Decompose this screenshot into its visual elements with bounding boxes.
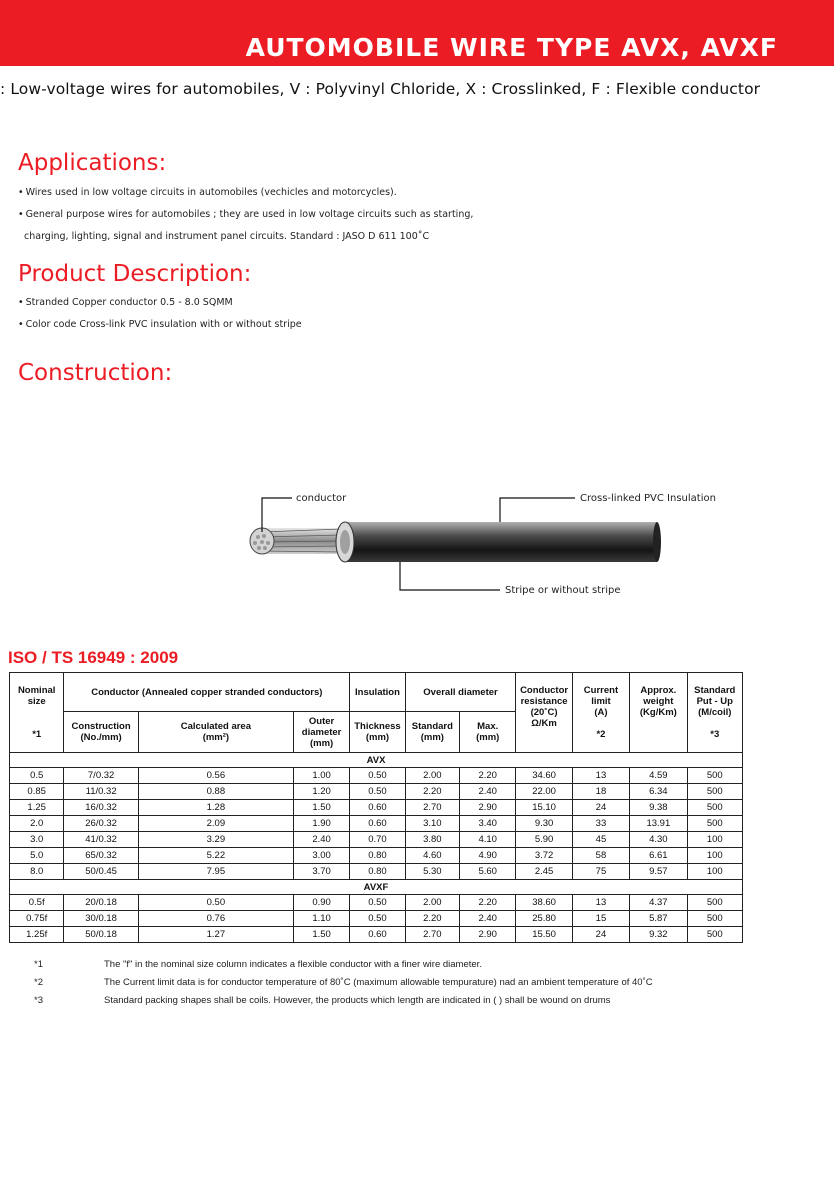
iso-standard: ISO / TS 16949 : 2009 bbox=[8, 648, 179, 667]
header-overall-diameter: Overall diameter bbox=[405, 673, 516, 712]
table-cell: 2.20 bbox=[460, 768, 516, 784]
footnotes bbox=[34, 958, 704, 1012]
table-cell: 0.75f bbox=[10, 911, 64, 927]
construction-heading: Construction: bbox=[18, 360, 173, 386]
table-cell: 5.22 bbox=[138, 848, 293, 864]
table-cell: 500 bbox=[687, 768, 742, 784]
table-cell: 2.40 bbox=[293, 832, 349, 848]
table-cell: 15.10 bbox=[516, 800, 572, 816]
table-cell: 30/0.18 bbox=[64, 911, 139, 927]
table-row bbox=[10, 800, 743, 816]
table-cell: 1.50 bbox=[293, 800, 349, 816]
table-cell: 2.0 bbox=[10, 816, 64, 832]
list-item: • General purpose wires for automobiles ; they are used in low voltage circuits such as starting, bbox=[18, 209, 474, 220]
table-cell: 13 bbox=[572, 768, 629, 784]
table-cell: 5.0 bbox=[10, 848, 64, 864]
header-weight: Approx. weight (Kg/Km) bbox=[630, 673, 687, 753]
table-cell: 20/0.18 bbox=[64, 895, 139, 911]
list-item-continuation: charging, lighting, signal and instrument panel circuits. Standard : JASO D 611 100˚C bbox=[24, 231, 430, 242]
table-cell: 3.0 bbox=[10, 832, 64, 848]
header-standard: Standard (mm) bbox=[405, 712, 459, 753]
table-cell: 7.95 bbox=[138, 864, 293, 880]
table-cell: 3.00 bbox=[293, 848, 349, 864]
conductor-label: conductor bbox=[296, 493, 347, 504]
table-cell: 1.10 bbox=[293, 911, 349, 927]
table-cell: 2.70 bbox=[405, 800, 459, 816]
applications-list bbox=[18, 182, 473, 248]
header-construction: Construction (No./mm) bbox=[64, 712, 139, 753]
table-cell: 0.90 bbox=[293, 895, 349, 911]
table-cell: 0.85 bbox=[10, 784, 64, 800]
table-cell: 33 bbox=[572, 816, 629, 832]
table-cell: 24 bbox=[572, 927, 629, 943]
table-cell: 0.50 bbox=[350, 768, 405, 784]
list-item: • Wires used in low voltage circuits in automobiles (vechicles and motorcycles). bbox=[18, 187, 397, 198]
table-row bbox=[10, 927, 743, 943]
bullet-icon: • bbox=[18, 297, 24, 308]
wire-diagram bbox=[0, 480, 834, 650]
table-cell: 13 bbox=[572, 895, 629, 911]
table-cell: 0.50 bbox=[138, 895, 293, 911]
table-cell: 0.5f bbox=[10, 895, 64, 911]
header-current: Current limit (A) *2 bbox=[572, 673, 629, 753]
table-cell: 3.80 bbox=[405, 832, 459, 848]
table-cell: 1.25f bbox=[10, 927, 64, 943]
table-cell: 0.70 bbox=[350, 832, 405, 848]
table-cell: 2.90 bbox=[460, 927, 516, 943]
footnote: *3 Standard packing shapes shall be coils. However, the products which length are indicated in ( ) shall be wound on drums bbox=[34, 995, 611, 1006]
table-row bbox=[10, 832, 743, 848]
header-outer-diameter: Outer diameter (mm) bbox=[293, 712, 349, 753]
product-list bbox=[18, 292, 302, 336]
table-cell: 0.80 bbox=[350, 864, 405, 880]
table-cell: 0.50 bbox=[350, 911, 405, 927]
table-cell: 2.40 bbox=[460, 911, 516, 927]
table-cell: 65/0.32 bbox=[64, 848, 139, 864]
table-row bbox=[10, 784, 743, 800]
table-cell: 2.20 bbox=[405, 911, 459, 927]
table-cell: 3.29 bbox=[138, 832, 293, 848]
table-cell: 50/0.45 bbox=[64, 864, 139, 880]
table-cell: 500 bbox=[687, 800, 742, 816]
section-row bbox=[10, 753, 743, 768]
applications-heading: Applications: bbox=[18, 150, 167, 176]
title-banner bbox=[0, 0, 834, 66]
section-row bbox=[10, 880, 743, 895]
table-cell: 2.40 bbox=[460, 784, 516, 800]
table-cell: 38.60 bbox=[516, 895, 572, 911]
table-cell: 16/0.32 bbox=[64, 800, 139, 816]
table-cell: 1.90 bbox=[293, 816, 349, 832]
bullet-icon: • bbox=[18, 209, 24, 220]
table-cell: 9.57 bbox=[630, 864, 687, 880]
header-area: Calculated area (mm²) bbox=[138, 712, 293, 753]
product-heading: Product Description: bbox=[18, 261, 252, 287]
table-cell: 500 bbox=[687, 784, 742, 800]
table-cell: 58 bbox=[572, 848, 629, 864]
table-cell: 3.10 bbox=[405, 816, 459, 832]
table-cell: 1.20 bbox=[293, 784, 349, 800]
table-cell: 41/0.32 bbox=[64, 832, 139, 848]
table-cell: 3.70 bbox=[293, 864, 349, 880]
table-cell: 4.10 bbox=[460, 832, 516, 848]
insulation-jacket bbox=[336, 522, 661, 562]
table-cell: 1.50 bbox=[293, 927, 349, 943]
table-cell: 4.37 bbox=[630, 895, 687, 911]
table-cell: 9.38 bbox=[630, 800, 687, 816]
footnote: *1 The "f" in the nominal size column indicates a flexible conductor with a finer wire diameter. bbox=[34, 959, 482, 970]
header-putup: Standard Put - Up (M/coil) *3 bbox=[687, 673, 742, 753]
table-cell: 2.09 bbox=[138, 816, 293, 832]
table-cell: 500 bbox=[687, 895, 742, 911]
table-cell: 15 bbox=[572, 911, 629, 927]
table-cell: 0.5 bbox=[10, 768, 64, 784]
table-cell: 25.80 bbox=[516, 911, 572, 927]
table-cell: 0.60 bbox=[350, 800, 405, 816]
table-cell: 100 bbox=[687, 848, 742, 864]
header-resistance: Conductor resistance (20˚C) Ω/Km bbox=[516, 673, 572, 753]
table-cell: 2.45 bbox=[516, 864, 572, 880]
table-cell: 2.00 bbox=[405, 895, 459, 911]
table-cell: 18 bbox=[572, 784, 629, 800]
table-cell: 2.20 bbox=[460, 895, 516, 911]
bullet-icon: • bbox=[18, 319, 24, 330]
stripe-label: Stripe or without stripe bbox=[505, 585, 621, 596]
spec-table bbox=[9, 672, 743, 943]
table-row bbox=[10, 864, 743, 880]
table-cell: 1.28 bbox=[138, 800, 293, 816]
table-cell: 11/0.32 bbox=[64, 784, 139, 800]
table-cell: 4.30 bbox=[630, 832, 687, 848]
table-cell: 9.32 bbox=[630, 927, 687, 943]
table-cell: 2.90 bbox=[460, 800, 516, 816]
table-cell: 75 bbox=[572, 864, 629, 880]
table-cell: 2.70 bbox=[405, 927, 459, 943]
table-cell: 0.80 bbox=[350, 848, 405, 864]
table-cell: 4.59 bbox=[630, 768, 687, 784]
table-cell: 0.60 bbox=[350, 927, 405, 943]
subtitle: : Low-voltage wires for automobiles, V : Polyvinyl Chloride, X : Crosslinked, F : Flexible conductor bbox=[0, 80, 761, 98]
table-cell: 100 bbox=[687, 864, 742, 880]
table-cell: 0.88 bbox=[138, 784, 293, 800]
table-cell: 5.90 bbox=[516, 832, 572, 848]
table-cell: 1.27 bbox=[138, 927, 293, 943]
table-cell: 24 bbox=[572, 800, 629, 816]
header-thickness: Thickness (mm) bbox=[350, 712, 405, 753]
table-cell: 6.61 bbox=[630, 848, 687, 864]
table-row bbox=[10, 895, 743, 911]
section-label: AVXF bbox=[10, 880, 743, 895]
table-row bbox=[10, 848, 743, 864]
table-cell: 5.30 bbox=[405, 864, 459, 880]
list-item: • Color code Cross-link PVC insulation with or without stripe bbox=[18, 319, 302, 330]
table-cell: 4.90 bbox=[460, 848, 516, 864]
table-cell: 9.30 bbox=[516, 816, 572, 832]
table-cell: 0.56 bbox=[138, 768, 293, 784]
table-cell: 34.60 bbox=[516, 768, 572, 784]
table-row bbox=[10, 768, 743, 784]
header-insulation: Insulation bbox=[350, 673, 405, 712]
table-cell: 2.00 bbox=[405, 768, 459, 784]
header-max: Max. (mm) bbox=[460, 712, 516, 753]
header-nominal: Nominal size *1 bbox=[10, 673, 64, 753]
table-cell: 50/0.18 bbox=[64, 927, 139, 943]
section-label: AVX bbox=[10, 753, 743, 768]
insulation-label: Cross-linked PVC Insulation bbox=[580, 493, 716, 504]
table-cell: 13.91 bbox=[630, 816, 687, 832]
table-row bbox=[10, 816, 743, 832]
table-cell: 4.60 bbox=[405, 848, 459, 864]
page-title: AUTOMOBILE WIRE TYPE AVX, AVXF bbox=[245, 33, 778, 62]
table-row bbox=[10, 911, 743, 927]
table-cell: 7/0.32 bbox=[64, 768, 139, 784]
footnote: *2 The Current limit data is for conductor temperature of 80˚C (maximum allowable tempurature) nad an ambient temperature of 40˚C bbox=[34, 977, 653, 988]
table-cell: 0.50 bbox=[350, 895, 405, 911]
table-cell: 500 bbox=[687, 816, 742, 832]
table-cell: 26/0.32 bbox=[64, 816, 139, 832]
table-cell: 3.40 bbox=[460, 816, 516, 832]
table-cell: 500 bbox=[687, 927, 742, 943]
table-cell: 8.0 bbox=[10, 864, 64, 880]
table-cell: 15.50 bbox=[516, 927, 572, 943]
conductor-strands bbox=[250, 528, 342, 554]
table-cell: 5.60 bbox=[460, 864, 516, 880]
table-cell: 1.25 bbox=[10, 800, 64, 816]
table-cell: 2.20 bbox=[405, 784, 459, 800]
table-cell: 100 bbox=[687, 832, 742, 848]
list-item: • Stranded Copper conductor 0.5 - 8.0 SQMM bbox=[18, 297, 233, 308]
bullet-icon: • bbox=[18, 187, 24, 198]
table-cell: 0.60 bbox=[350, 816, 405, 832]
table-cell: 0.50 bbox=[350, 784, 405, 800]
table-cell: 45 bbox=[572, 832, 629, 848]
header-conductor: Conductor (Annealed copper stranded conductors) bbox=[64, 673, 350, 712]
table-cell: 0.76 bbox=[138, 911, 293, 927]
table-cell: 3.72 bbox=[516, 848, 572, 864]
table-cell: 5.87 bbox=[630, 911, 687, 927]
table-cell: 500 bbox=[687, 911, 742, 927]
table-cell: 22.00 bbox=[516, 784, 572, 800]
table-cell: 1.00 bbox=[293, 768, 349, 784]
table-cell: 6.34 bbox=[630, 784, 687, 800]
